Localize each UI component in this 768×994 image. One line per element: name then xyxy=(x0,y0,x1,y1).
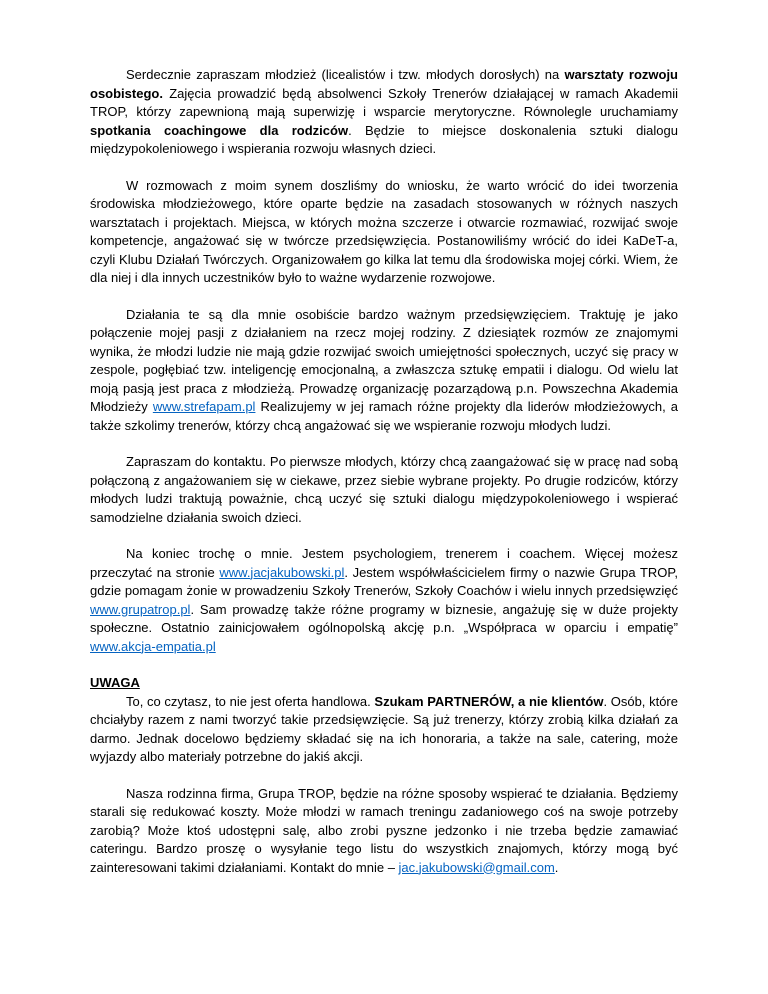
paragraph-passion xyxy=(90,306,678,436)
text: Zapraszam do kontaktu. Po pierwsze młodych, którzy chcą zaangażować się w pracę nad sobą połączoną z angażowaniem się w ciekawe, przez siebie wybrane projekty. Po drugie rodziców, którzy młodych ludzi traktują poważnie, chcą uczyć się sztuki dialogu międzypokoleniowego i wspierać samodzielne działania swoich dzieci. xyxy=(90,454,678,525)
link-strefapam[interactable]: www.strefapam.pl xyxy=(152,399,256,414)
paragraph-contact xyxy=(90,453,678,527)
text: . Sam prowadzę także różne programy w biznesie, angażuję się w duże projekty społeczne. Ostatnio zainicjowałem ogólnopolską akcję p.n. „Współpraca w oparciu i empatię” xyxy=(90,601,678,635)
text: . Będzie to miejsce doskonalenia sztuki dialogu międzypokoleniowego i wspierania rozwoju własnych dzieci. xyxy=(90,122,678,156)
document-page xyxy=(90,0,678,877)
link-akcja-empatia[interactable]: www.akcja-empatia.pl xyxy=(90,638,216,654)
text: Serdecznie zapraszam młodzież (licealistów i tzw. młodych dorosłych) na xyxy=(126,67,565,82)
text: Zajęcia prowadzić będą absolwenci Szkoły Trenerów działającej w ramach Akademii TROP, którzy zapewnioną mają superwizję i wsparcie merytoryczne. Równolegle uruchamiamy xyxy=(90,85,678,119)
link-grupatrop[interactable]: www.grupatrop.pl xyxy=(90,601,191,617)
paragraph-uwaga xyxy=(90,693,678,767)
text: . Jestem współwłaścicielem firmy o nazwie Grupa TROP, gdzie pomagam żonie w prowadzeniu Szkoły Trenerów, Szkoły Coachów i wielu innych przedsięwzięć xyxy=(90,564,678,598)
text: . xyxy=(554,859,559,875)
uwaga-heading xyxy=(90,674,678,693)
text: To, co czytasz, to nie jest oferta handlowa. xyxy=(126,693,375,709)
paragraph-about-me xyxy=(90,545,678,656)
text: W rozmowach z moim synem doszliśmy do wniosku, że warto wrócić do idei tworzenia środowiska młodzieżowego, które oparte będzie na zasadach stosowanych w różnych naszych warsztatach i projektach. Miejsca, w których można szczerze i otwarcie rozmawiać, rozwijać swoje kompetencje, angażować się w twórcze przedsięwzięcia. Postanowiliśmy wrócić do idei KaDeT-a, czyli Klubu Działań Twórczych. Organizowałem go kilka lat temu dla środowiska mojej córki. Wiem, że dla niej i dla innych uczestników było to ważne wydarzenie rozwojowe. xyxy=(90,177,678,285)
paragraph-invitation xyxy=(90,66,678,159)
text: Na koniec trochę o mnie. Jestem psychologiem, trenerem i coachem. Więcej możesz przeczytać na stronie xyxy=(90,546,678,580)
text: Działania te są dla mnie osobiście bardzo ważnym przedsięwzięciem. Traktuję je jako połączenie mojej pasji z działaniem na rzecz mojej rodziny. Z dziesiątek rozmów ze znajomymi wynika, że młodzi ludzie nie mają gdzie rozwijać swoich umiejętności społecznych, uczyć się pracy w zespole, pogłębiać tzw. inteligencję emocjonalną, a zwłaszcza sztukę empatii i dialogu. Od wielu lat moją pasją jest praca z młodzieżą. Prowadzę organizację pozarządową p.n. Powszechna Akademia Młodzieży xyxy=(90,306,678,414)
bold-coaching: spotkania coachingowe dla rodziców xyxy=(90,122,349,138)
text: Realizujemy w jej ramach różne projekty dla liderów młodzieżowych, a także szkolimy trenerów, którzy chcą angażować się we wspieranie rozwoju młodych ludzi. xyxy=(90,399,678,433)
text: Nasza rodzinna firma, Grupa TROP, będzie na różne sposoby wspierać te działania. Będziemy starali się redukować koszty. Może młodzi w ramach treningu zadaniowego coś na swoje potrzeby zarobią? Może ktoś udostępni salę, albo zrobi pyszne jedzonko i nie trzeba będzie zamawiać cateringu. Bardzo proszę o wysyłanie tego listu do wszystkich znajomych, którzy mogą być zainteresowani takimi działaniami. Kontakt do mnie – xyxy=(90,785,678,875)
text: . Osób, które chciałyby razem z nami tworzyć takie przedsięwzięcie. Są już trenerzy, którzy zrobią kilka działań za darmo. Jednak docelowo będziemy składać się na ich honoraria, a także na sale, catering, może wyjazdy albo materiały potrzebne do jakiś akcji. xyxy=(90,693,678,764)
paragraph-idea xyxy=(90,177,678,288)
uwaga-heading-text: UWAGA xyxy=(90,675,140,690)
link-email[interactable]: jac.jakubowski@gmail.com xyxy=(398,859,555,875)
paragraph-family-firm xyxy=(90,785,678,878)
link-jacjakubowski[interactable]: www.jacjakubowski.pl xyxy=(219,564,345,580)
bold-workshops: warsztaty rozwoju osobistego. xyxy=(90,67,678,101)
bold-partners: Szukam PARTNERÓW, a nie klientów xyxy=(374,693,604,709)
